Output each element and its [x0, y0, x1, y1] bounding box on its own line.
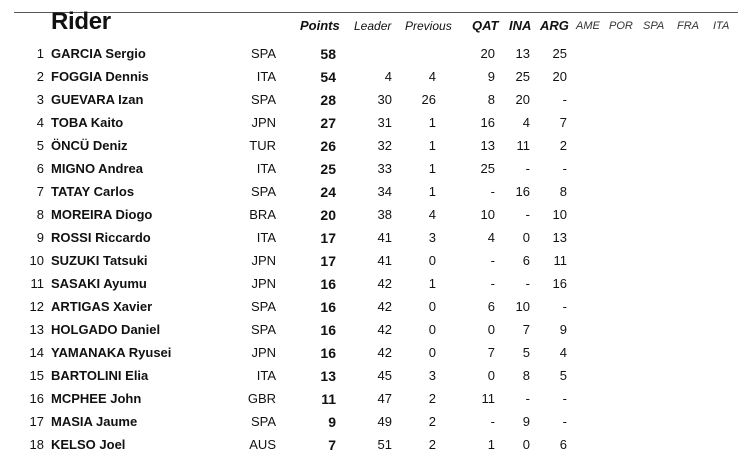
points-cell: 16	[320, 299, 336, 315]
gap-to-previous-cell: 1	[428, 161, 436, 176]
table-row	[0, 44, 738, 64]
table-row	[0, 435, 738, 455]
gap-to-previous-cell: 4	[428, 207, 436, 222]
header-round-qat: QAT	[472, 18, 499, 33]
nation-cell: SPA	[250, 414, 276, 429]
rider-name-cell: TOBA Kaito	[51, 115, 124, 130]
round-ina-cell: 16	[515, 184, 530, 199]
round-ina-cell: 5	[522, 345, 530, 360]
header-round-fra: FRA	[677, 20, 699, 32]
round-arg-cell: 11	[553, 253, 567, 268]
table-row	[0, 320, 738, 340]
round-arg-cell: -	[562, 299, 567, 314]
gap-to-previous-cell: 3	[428, 368, 436, 383]
gap-to-previous-cell: 1	[428, 138, 436, 153]
position-cell: 5	[36, 138, 44, 153]
position-cell: 9	[36, 230, 44, 245]
rider-name-cell: BARTOLINI Elia	[51, 368, 149, 383]
table-row	[0, 366, 738, 386]
round-qat-cell: 8	[487, 92, 495, 107]
rider-name-cell: ÖNCÜ Deniz	[51, 138, 128, 153]
points-cell: 7	[328, 437, 336, 453]
round-arg-cell: 10	[552, 207, 567, 222]
points-cell: 17	[320, 230, 336, 246]
position-cell: 7	[36, 184, 44, 199]
nation-cell: ITA	[256, 161, 276, 176]
rider-name-cell: HOLGADO Daniel	[51, 322, 161, 337]
round-ina-cell: 13	[515, 46, 530, 61]
position-cell: 10	[29, 253, 44, 268]
gap-to-previous-cell: 3	[428, 230, 436, 245]
rider-name-cell: GARCIA Sergio	[51, 46, 146, 61]
table-title: Rider	[51, 8, 111, 35]
nation-cell: JPN	[251, 115, 276, 130]
header-round-ame: AME	[576, 20, 600, 32]
header-round-ita: ITA	[713, 20, 730, 32]
round-arg-cell: 2	[559, 138, 567, 153]
nation-cell: SPA	[250, 46, 276, 61]
header-leader: Leader	[354, 19, 392, 33]
round-qat-cell: 6	[487, 299, 495, 314]
position-cell: 17	[29, 414, 44, 429]
gap-to-previous-cell: 2	[428, 391, 436, 406]
round-ina-cell: 25	[515, 69, 530, 84]
header-round-por: POR	[609, 20, 633, 32]
gap-to-previous-cell: 1	[428, 276, 436, 291]
nation-cell: GBR	[247, 391, 276, 406]
round-ina-cell: 4	[522, 115, 530, 130]
gap-to-leader-cell: 45	[377, 368, 392, 383]
gap-to-leader-cell: 42	[377, 322, 392, 337]
round-qat-cell: 13	[480, 138, 495, 153]
gap-to-leader-cell: 41	[377, 230, 392, 245]
table-row	[0, 412, 738, 432]
position-cell: 14	[29, 345, 44, 360]
points-cell: 11	[321, 391, 336, 407]
round-qat-cell: 9	[487, 69, 495, 84]
rider-name-cell: MIGNO Andrea	[51, 161, 143, 176]
table-row	[0, 274, 738, 294]
nation-cell: TUR	[249, 138, 276, 153]
nation-cell: JPN	[251, 276, 276, 291]
points-cell: 20	[320, 207, 336, 223]
table-row	[0, 113, 738, 133]
points-cell: 16	[320, 322, 336, 338]
gap-to-leader-cell: 51	[377, 437, 392, 452]
round-ina-cell: 0	[522, 230, 530, 245]
table-row	[0, 136, 738, 156]
points-cell: 13	[320, 368, 336, 384]
points-cell: 17	[320, 253, 336, 269]
round-arg-cell: 8	[559, 184, 567, 199]
points-cell: 16	[320, 276, 336, 292]
round-arg-cell: -	[562, 391, 567, 406]
round-qat-cell: 1	[487, 437, 495, 452]
round-arg-cell: 9	[559, 322, 567, 337]
position-cell: 16	[29, 391, 44, 406]
round-arg-cell: 6	[559, 437, 567, 452]
round-ina-cell: 10	[515, 299, 530, 314]
round-qat-cell: 7	[487, 345, 495, 360]
rider-name-cell: ARTIGAS Xavier	[51, 299, 153, 314]
round-arg-cell: 25	[552, 46, 567, 61]
round-arg-cell: 4	[559, 345, 567, 360]
points-cell: 58	[320, 46, 336, 62]
points-cell: 25	[320, 161, 336, 177]
gap-to-previous-cell: 0	[428, 345, 436, 360]
position-cell: 15	[29, 368, 44, 383]
round-arg-cell: 5	[559, 368, 567, 383]
rider-name-cell: SASAKI Ayumu	[51, 276, 147, 291]
round-ina-cell: 0	[522, 437, 530, 452]
round-ina-cell: 6	[522, 253, 530, 268]
gap-to-leader-cell: 42	[377, 345, 392, 360]
position-cell: 12	[29, 299, 44, 314]
round-arg-cell: 13	[552, 230, 567, 245]
round-ina-cell: -	[525, 207, 530, 222]
position-cell: 18	[29, 437, 44, 452]
position-cell: 2	[36, 69, 44, 84]
round-qat-cell: 16	[480, 115, 495, 130]
rider-name-cell: FOGGIA Dennis	[51, 69, 149, 84]
round-qat-cell: 10	[480, 207, 495, 222]
points-cell: 26	[320, 138, 336, 154]
gap-to-previous-cell: 1	[428, 115, 436, 130]
position-cell: 8	[36, 207, 44, 222]
nation-cell: ITA	[256, 230, 276, 245]
position-cell: 4	[36, 115, 44, 130]
round-ina-cell: 8	[522, 368, 530, 383]
header-points: Points	[300, 18, 340, 33]
nation-cell: AUS	[249, 437, 276, 452]
points-cell: 27	[320, 115, 336, 131]
rider-name-cell: KELSO Joel	[51, 437, 126, 452]
round-ina-cell: 11	[516, 138, 530, 153]
round-ina-cell: -	[525, 161, 530, 176]
rider-name-cell: YAMANAKA Ryusei	[51, 345, 172, 360]
round-qat-cell: -	[490, 253, 495, 268]
position-cell: 3	[36, 92, 44, 107]
gap-to-leader-cell: 32	[377, 138, 392, 153]
gap-to-previous-cell: 0	[428, 299, 436, 314]
gap-to-previous-cell: 2	[428, 437, 436, 452]
round-qat-cell: 0	[487, 368, 495, 383]
table-row	[0, 251, 738, 271]
points-cell: 24	[320, 184, 336, 200]
round-qat-cell: -	[490, 184, 495, 199]
gap-to-leader-cell: 49	[377, 414, 392, 429]
nation-cell: JPN	[251, 345, 276, 360]
nation-cell: JPN	[251, 253, 276, 268]
rider-name-cell: ROSSI Riccardo	[51, 230, 151, 245]
header-round-arg: ARG	[540, 18, 569, 33]
round-ina-cell: 9	[522, 414, 530, 429]
rider-name-cell: TATAY Carlos	[51, 184, 135, 199]
round-arg-cell: 7	[559, 115, 567, 130]
round-qat-cell: 25	[480, 161, 495, 176]
table-row	[0, 159, 738, 179]
gap-to-leader-cell: 30	[377, 92, 392, 107]
gap-to-leader-cell: 4	[384, 69, 392, 84]
points-cell: 28	[320, 92, 336, 108]
position-cell: 6	[36, 161, 44, 176]
gap-to-previous-cell: 2	[428, 414, 436, 429]
position-cell: 11	[30, 276, 44, 291]
points-cell: 54	[320, 69, 336, 85]
round-arg-cell: 16	[552, 276, 567, 291]
gap-to-leader-cell: 47	[377, 391, 392, 406]
nation-cell: ITA	[256, 368, 276, 383]
nation-cell: SPA	[250, 92, 276, 107]
round-qat-cell: 11	[481, 391, 495, 406]
points-cell: 9	[328, 414, 336, 430]
rider-name-cell: SUZUKI Tatsuki	[51, 253, 148, 268]
rider-name-cell: MOREIRA Diogo	[51, 207, 153, 222]
table-row	[0, 297, 738, 317]
nation-cell: SPA	[250, 322, 276, 337]
nation-cell: BRA	[249, 207, 276, 222]
round-qat-cell: -	[490, 414, 495, 429]
header-round-ina: INA	[509, 18, 532, 33]
table-row	[0, 90, 738, 110]
nation-cell: SPA	[250, 299, 276, 314]
table-row	[0, 205, 738, 225]
round-arg-cell: -	[562, 92, 567, 107]
gap-to-previous-cell: 0	[428, 322, 436, 337]
gap-to-leader-cell: 42	[377, 299, 392, 314]
gap-to-leader-cell: 42	[377, 276, 392, 291]
round-ina-cell: -	[525, 391, 530, 406]
round-qat-cell: 4	[487, 230, 495, 245]
gap-to-previous-cell: 0	[428, 253, 436, 268]
gap-to-previous-cell: 4	[428, 69, 436, 84]
table-row	[0, 389, 738, 409]
table-row	[0, 343, 738, 363]
round-arg-cell: -	[562, 414, 567, 429]
round-arg-cell: 20	[552, 69, 567, 84]
round-qat-cell: -	[490, 276, 495, 291]
round-qat-cell: 20	[480, 46, 495, 61]
gap-to-previous-cell: 1	[428, 184, 436, 199]
gap-to-leader-cell: 34	[377, 184, 392, 199]
nation-cell: ITA	[256, 69, 276, 84]
gap-to-leader-cell: 31	[377, 115, 392, 130]
gap-to-leader-cell: 33	[377, 161, 392, 176]
header-round-spa: SPA	[643, 20, 665, 32]
table-row	[0, 182, 738, 202]
round-ina-cell: 7	[522, 322, 530, 337]
round-arg-cell: -	[562, 161, 567, 176]
gap-to-previous-cell: 26	[421, 92, 436, 107]
table-row	[0, 67, 738, 87]
rider-name-cell: MASIA Jaume	[51, 414, 138, 429]
points-cell: 16	[320, 345, 336, 361]
nation-cell: SPA	[250, 184, 276, 199]
gap-to-leader-cell: 41	[377, 253, 392, 268]
round-ina-cell: 20	[515, 92, 530, 107]
table-row	[0, 228, 738, 248]
position-cell: 1	[36, 46, 44, 61]
gap-to-leader-cell: 38	[377, 207, 392, 222]
rider-name-cell: GUEVARA Izan	[51, 92, 144, 107]
round-ina-cell: -	[525, 276, 530, 291]
rider-name-cell: MCPHEE John	[51, 391, 142, 406]
position-cell: 13	[29, 322, 44, 337]
round-qat-cell: 0	[487, 322, 495, 337]
header-previous: Previous	[405, 19, 452, 33]
